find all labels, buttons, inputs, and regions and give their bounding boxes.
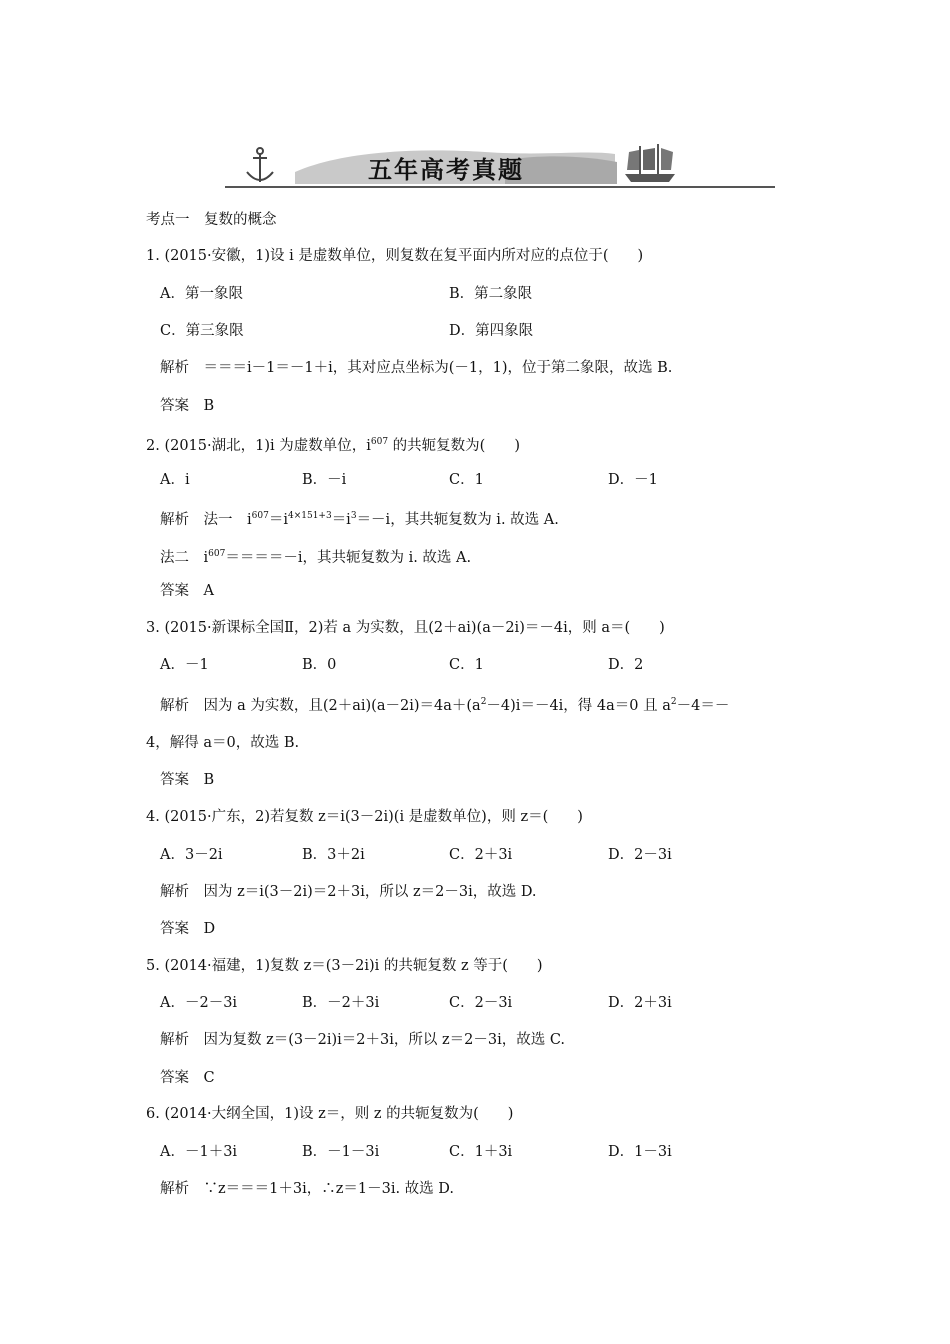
q5-option-d: D．2＋3i: [608, 995, 672, 1011]
question-6-stem: 6. (2014·大纲全国，1)设 z＝，则 z 的共轭复数为( ): [146, 1106, 514, 1122]
q4-option-c: C．2＋3i: [449, 847, 513, 863]
q1-answer: 答案 B: [160, 398, 215, 414]
sailing-ship-icon: [625, 144, 675, 182]
question-3-stem: 3. (2015·新课标全国Ⅱ，2)若 a 为实数，且(2＋ai)(a－2i)＝－4i，则 a＝( ): [146, 620, 665, 636]
q4-option-b: B．3＋2i: [302, 847, 365, 863]
q3-option-c: C．1: [449, 657, 484, 673]
page-title: 五年高考真题: [368, 156, 524, 184]
q2-option-a: A．i: [160, 472, 190, 488]
q2-option-c: C．1: [449, 472, 484, 488]
q1-option-c: C．第三象限: [160, 323, 244, 339]
q1-analysis: 解析 ＝＝＝i－1＝－1＋i，其对应点坐标为(－1，1)，位于第二象限，故选 B.: [160, 360, 673, 376]
q5-option-a: A．－2－3i: [160, 995, 238, 1011]
q5-analysis: 解析 因为复数 z＝(3－2i)i＝2＋3i，所以 z＝2－3i，故选 C.: [160, 1032, 566, 1048]
q3-analysis-continued: 4，解得 a＝0，故选 B.: [146, 735, 300, 751]
q4-option-d: D．2－3i: [608, 847, 672, 863]
q6-option-d: D．1－3i: [608, 1144, 672, 1160]
q6-analysis: 解析 ∵z＝＝＝1＋3i，∴z＝1－3i. 故选 D.: [160, 1181, 454, 1197]
q2-answer: 答案 A: [160, 583, 214, 599]
q3-option-d: D．2: [608, 657, 644, 673]
q5-option-b: B．－2＋3i: [302, 995, 380, 1011]
question-5-stem: 5. (2014·福建，1)复数 z＝(3－2i)i 的共轭复数 z 等于( ): [146, 958, 543, 974]
question-2-stem: 2. (2015·湖北，1)i 为虚数单位，$i^{607}$ 的共轭复数为( ): [146, 437, 521, 454]
q1-option-d: D．第四象限: [449, 323, 534, 339]
q3-analysis: 解析 因为 a 为实数，且$(2+ai)(a-2i)=4a+(a^2-4)i=-4i$，得 4a＝0 且 $a^2-4=-$: [160, 697, 730, 714]
q2-analysis-method-1: 解析 法一 $i^{607}=i^{4\times 151+3}=i^3=-i$，其共轭复数为 i. 故选 A.: [160, 511, 559, 528]
q1-option-a: A．第一象限: [160, 286, 243, 302]
q3-answer: 答案 B: [160, 772, 215, 788]
q2-option-d: D．－1: [608, 472, 658, 488]
q6-option-a: A．－1＋3i: [160, 1144, 238, 1160]
q1-option-b: B．第二象限: [449, 286, 533, 302]
q4-answer: 答案 D: [160, 921, 216, 937]
q4-option-a: A．3－2i: [160, 847, 223, 863]
q2-option-b: B．－i: [302, 472, 347, 488]
q3-option-b: B．0: [302, 657, 337, 673]
q6-option-c: C．1＋3i: [449, 1144, 513, 1160]
q5-answer: 答案 C: [160, 1070, 215, 1086]
section-heading: 考点一 复数的概念: [146, 212, 277, 228]
anchor-icon: [247, 148, 273, 182]
q5-option-c: C．2－3i: [449, 995, 513, 1011]
q6-option-b: B．－1－3i: [302, 1144, 380, 1160]
question-1-stem: 1. (2015·安徽，1)设 i 是虚数单位，则复数在复平面内所对应的点位于( ): [146, 248, 644, 264]
q4-analysis: 解析 因为 z＝i(3－2i)＝2＋3i，所以 z＝2－3i，故选 D.: [160, 884, 537, 900]
q3-option-a: A．－1: [160, 657, 209, 673]
q2-analysis-method-2: 法二 $i^{607}====-i$，其共轭复数为 i. 故选 A.: [160, 549, 472, 566]
question-4-stem: 4. (2015·广东，2)若复数 z＝i(3－2i)(i 是虚数单位)，则 z＝( ): [146, 809, 583, 825]
